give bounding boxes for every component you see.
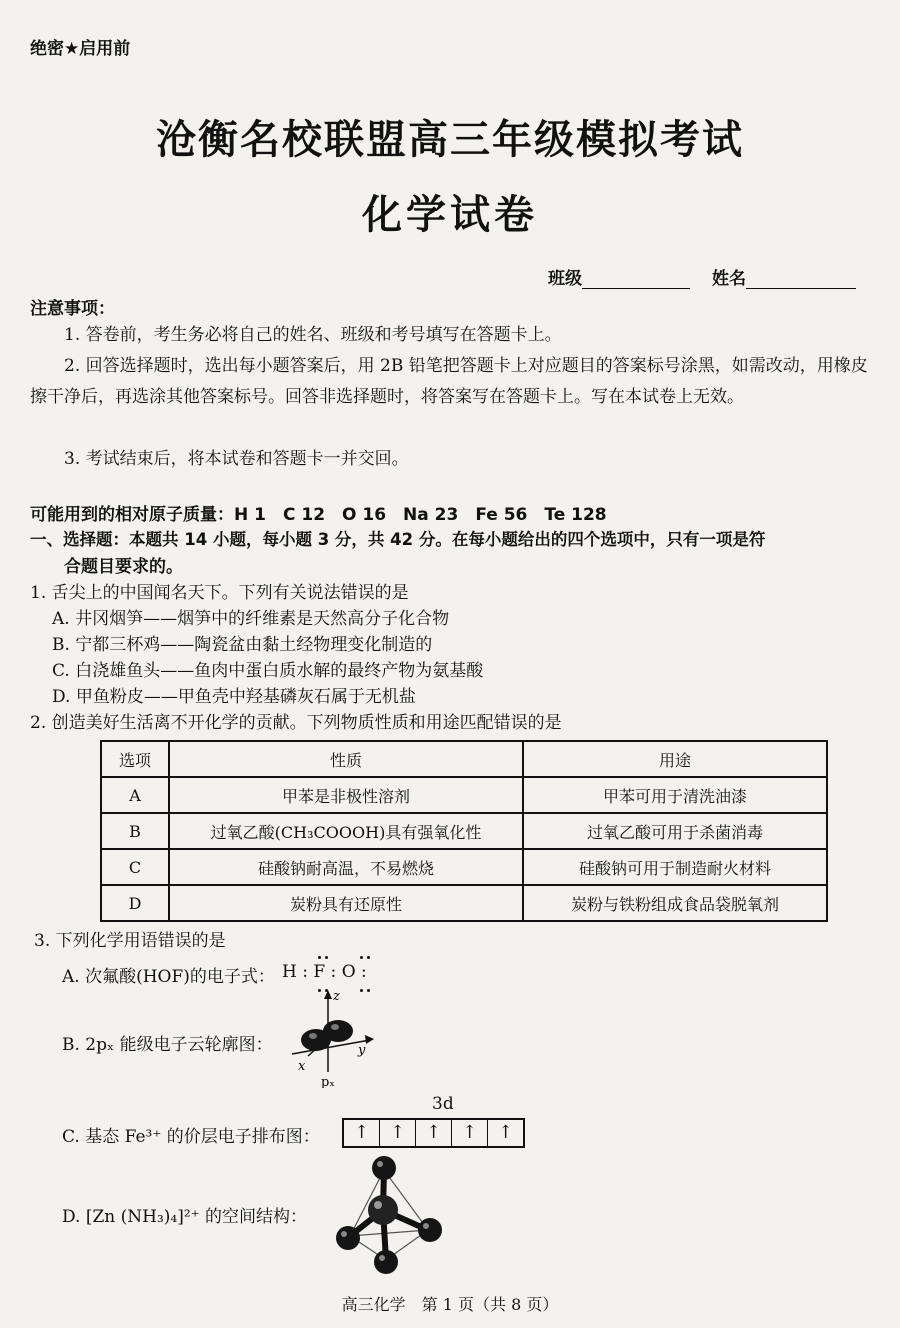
q3-option-a-label: A. 次氟酸(HOF)的电子式： [62,967,275,987]
table-cell: 硅酸钠可用于制造耐火材料 [523,849,827,885]
q1-option-a: A. 井冈烟笋——烟笋中的纤维素是天然高分子化合物 [52,609,450,629]
notes-heading: 注意事项： [30,299,115,319]
page-footer: 高三化学 第 1 页（共 8 页） [341,1295,559,1314]
q3-option-d-label: D. [Zn (NH₃)₄]²⁺ 的空间结构： [62,1207,308,1227]
dot [367,956,370,959]
subject-title: 化学试卷 [362,191,538,238]
student-info-fields [548,264,856,289]
note-item-3: 3. 考试结束后，将本试卷和答题卡一并交回。 [64,449,409,469]
q1-option-b: B. 宁都三杯鸡——陶瓷盆由黏土经物理变化制造的 [52,635,433,655]
table-row [101,885,827,921]
ligand-atom [374,1250,398,1274]
ligand-atom [418,1218,442,1242]
electron-formula-text: H : F : O : [282,962,367,982]
table-cell: B [101,813,169,849]
table-header-cell: 性质 [169,741,523,777]
q1-stem: 1. 舌尖上的中国闻名天下。下列有关说法错误的是 [30,583,409,603]
table-cell: 炭粉与铁粉组成食品袋脱氧剂 [523,885,827,921]
table-cell: 过氧乙酸(CH₃COOOH)具有强氧化性 [169,813,523,849]
q2-stem: 2. 创造美好生活离不开化学的贡献。下列物质性质和用途匹配错误的是 [30,713,562,733]
table-row [101,813,827,849]
ligand-atom [372,1156,396,1180]
q3-option-b-label: B. 2pₓ 能级电子云轮廓图： [62,1035,273,1055]
orbital-caption: pₓ [321,1075,335,1088]
table-cell: 甲苯是非极性溶剂 [169,777,523,813]
section1-instruction-cont: 合题目要求的。 [64,557,183,577]
table-header-cell: 选项 [101,741,169,777]
dot [360,956,363,959]
lobe-highlight [309,1033,317,1039]
orbital-label-3d: 3d [432,1094,454,1114]
table-cell: 硅酸钠耐高温，不易燃烧 [169,849,523,885]
y-label: y [358,1043,366,1058]
dot [318,956,321,959]
confidential-mark: 绝密★启用前 [30,39,131,59]
table-row [101,849,827,885]
lobe-highlight [331,1024,339,1030]
table-cell: D [101,885,169,921]
q3-option-c-label: C. 基态 Fe³⁺ 的价层电子排布图： [62,1127,320,1147]
atom-highlight [374,1201,382,1209]
tetrahedral-structure [328,1150,448,1280]
atomic-masses: 可能用到的相对原子质量：H 1 C 12 O 16 Na 23 Fe 56 Te 128 [30,505,607,525]
table-row [101,777,827,813]
electron-dot-formula [282,956,412,992]
x-label: x [298,1059,306,1074]
section1-instruction: 一、选择题：本题共 14 小题，每小题 3 分，共 42 分。在每小题给出的四个选项中，只有一项是符 [30,530,766,549]
q2-table [100,740,828,922]
up-arrow-icon: ↑ [452,1120,488,1146]
z-label: z [333,989,340,1004]
atom-highlight [341,1231,347,1237]
p-orbital-diagram [282,988,382,1088]
table-cell: 炭粉具有还原性 [169,885,523,921]
name-label: 姓名 [712,269,746,289]
table-header-row [101,741,827,777]
central-atom [368,1195,398,1225]
class-label: 班级 [548,269,582,289]
up-arrow-icon: ↑ [380,1120,416,1146]
q3-stem: 3. 下列化学用语错误的是 [34,931,226,951]
table-cell: C [101,849,169,885]
name-blank[interactable] [746,270,856,289]
note-item-1: 1. 答卷前，考生务必将自己的姓名、班级和考号填写在答题卡上。 [64,325,562,345]
up-arrow-icon: ↑ [416,1120,452,1146]
up-arrow-icon: ↑ [497,1122,514,1143]
up-arrow-icon: ↑ [344,1120,380,1146]
orbital-boxes [342,1118,525,1148]
table-cell: 过氧乙酸可用于杀菌消毒 [523,813,827,849]
ligand-atom [336,1226,360,1250]
note-item-2: 2. 回答选择题时，选出每小题答案后，用 2B 铅笔把答题卡上对应题目的答案标号涂黑，如需改动，用橡皮擦干净后，再选涂其他答案标号。回答非选择题时，将答案写在答题卡上。写在本试卷上无效。 [30,356,868,407]
table-cell: 甲苯可用于清洗油漆 [523,777,827,813]
atom-highlight [377,1161,383,1167]
y-arrow [365,1035,374,1044]
exam-title: 沧衡名校联盟高三年级模拟考试 [156,116,744,163]
q1-option-c: C. 白浇雄鱼头——鱼肉中蛋白质水解的最终产物为氨基酸 [52,661,484,681]
orbital-lobe [323,1020,353,1042]
dot [325,956,328,959]
table-cell: A [101,777,169,813]
z-arrow [324,990,332,999]
q1-option-d: D. 甲鱼粉皮——甲鱼壳中羟基磷灰石属于无机盐 [52,687,416,707]
table-header-cell: 用途 [523,741,827,777]
class-blank[interactable] [582,270,690,289]
atom-highlight [423,1223,429,1229]
atom-highlight [379,1255,385,1261]
